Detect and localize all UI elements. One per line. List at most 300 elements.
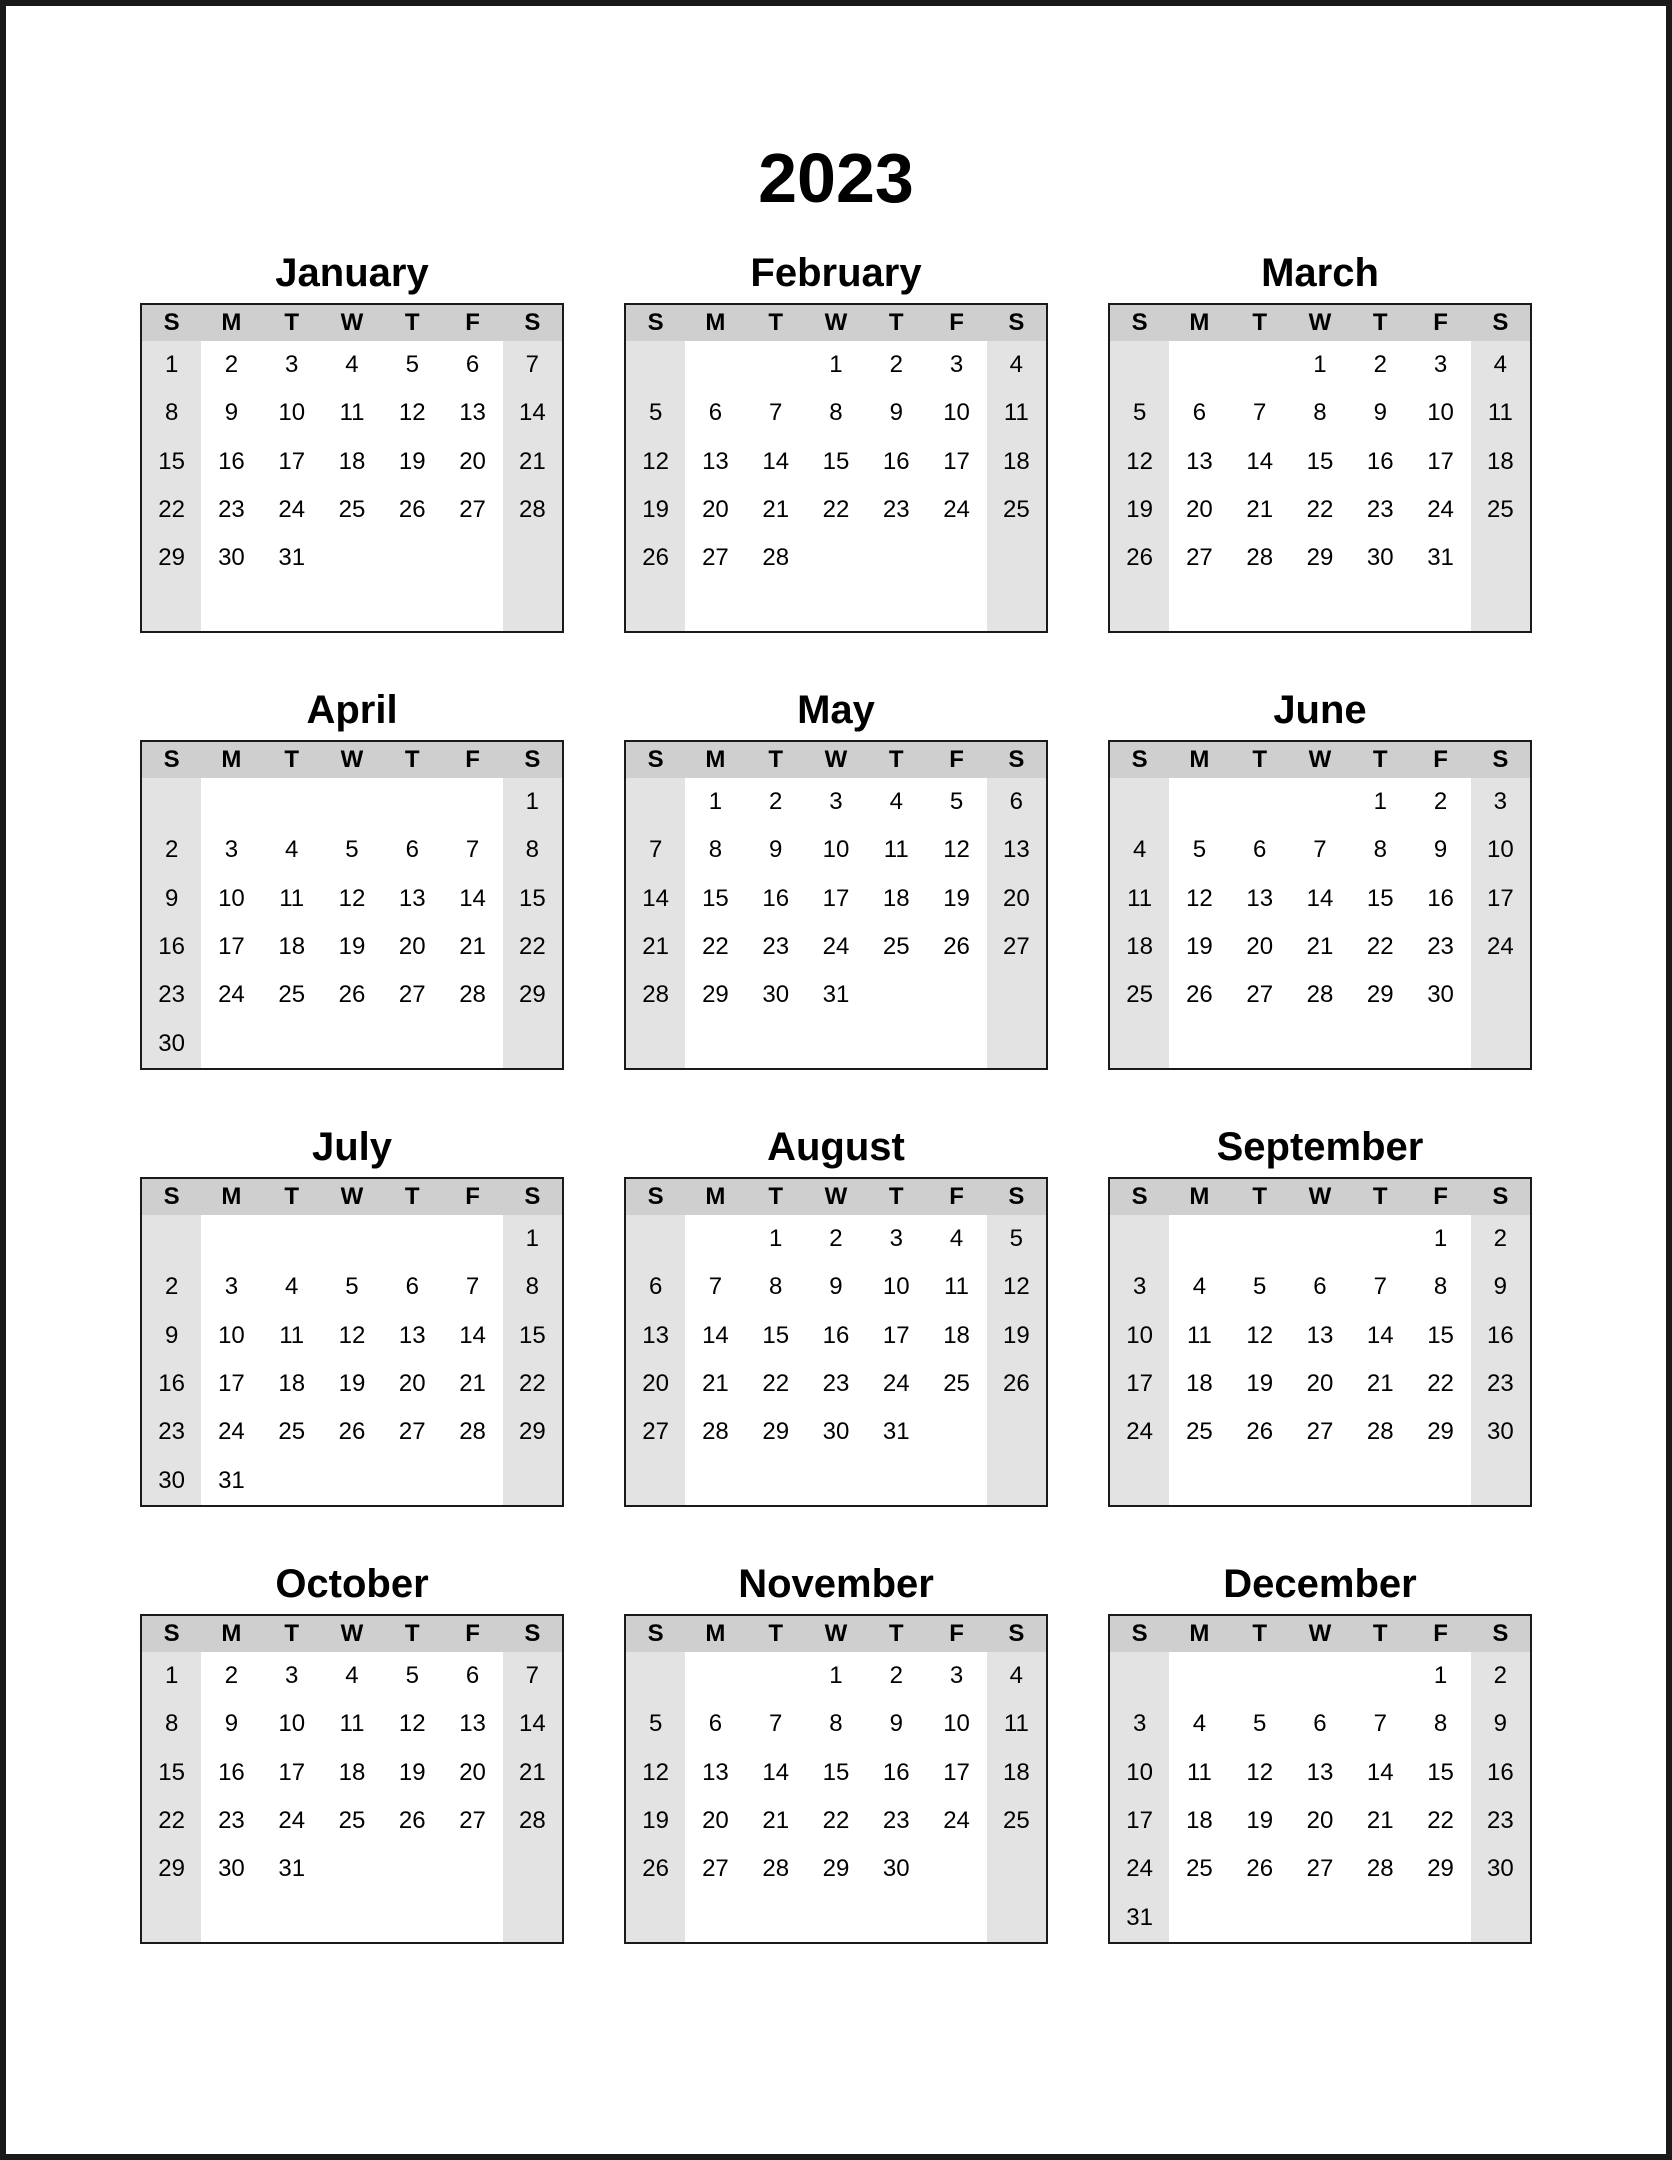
day-cell [866,583,926,632]
day-cell: 18 [338,1758,366,1786]
day-cell: 22 [141,1797,201,1845]
day-cell: 20 [1306,1807,1334,1835]
day-cell: 24 [943,496,970,524]
day-cell: 11 [339,399,365,427]
day-cell [442,778,502,826]
day-cell: 8 [708,836,723,864]
day-cell [382,778,442,826]
weekday-header: T [382,1615,442,1652]
day-cell [262,583,322,632]
day-cell: 29 [1427,1418,1454,1446]
weekday-header: S [503,1178,563,1215]
day-cell: 3 [1433,351,1448,379]
day-cell: 28 [1366,1418,1394,1446]
day-cell: 6 [465,351,480,379]
day-cell: 22 [503,1360,563,1408]
weekday-header: M [1169,304,1229,341]
day-cell: 30 [218,544,245,572]
day-cell: 11 [987,389,1047,437]
day-cell: 23 [1427,933,1454,961]
week-row [1109,1749,1531,1797]
day-cell [806,1894,866,1943]
day-cell: 2 [1433,788,1448,816]
day-cell: 13 [625,1312,685,1360]
day-cell [926,1845,986,1893]
day-cell: 14 [1246,447,1274,475]
day-cell: 6 [1313,1273,1327,1301]
day-cell: 14 [762,447,790,475]
day-cell: 15 [1427,1758,1454,1786]
weekday-header: F [1410,741,1470,778]
weekday-header: W [1290,1178,1350,1215]
day-cell: 31 [278,1855,306,1883]
day-cell: 8 [503,1263,563,1311]
week-row [141,486,563,534]
day-cell: 9 [224,399,239,427]
day-cell: 10 [943,1710,970,1738]
day-cell: 9 [141,1312,201,1360]
day-cell: 25 [1186,1855,1213,1883]
day-cell: 24 [1471,923,1531,971]
week-row [141,1312,563,1360]
weekday-header: T [866,1615,926,1652]
day-cell: 29 [141,534,201,582]
week-row [141,438,563,486]
week-row [1109,1408,1531,1456]
day-cell [685,583,745,632]
day-cell: 26 [625,534,685,582]
day-cell: 19 [625,486,685,534]
day-cell: 3 [949,1662,964,1690]
day-cell: 17 [278,447,306,475]
day-cell: 11 [883,836,909,864]
month-grid [1108,1177,1532,1507]
day-cell: 4 [889,788,903,816]
day-cell: 10 [218,1321,245,1349]
weekday-header-row [1109,304,1531,341]
day-cell: 13 [702,1758,729,1786]
day-cell [926,583,986,632]
day-cell [322,1457,382,1506]
day-cell [1230,1652,1290,1700]
day-cell: 23 [1471,1797,1531,1845]
day-cell: 20 [702,1807,729,1835]
week-row [1109,1020,1531,1069]
day-cell [987,1408,1047,1456]
day-cell: 10 [218,884,245,912]
day-cell: 21 [1366,1370,1394,1398]
day-cell: 21 [459,933,486,961]
day-cell [201,1215,261,1263]
day-cell: 3 [1109,1263,1169,1311]
day-cell: 29 [762,1418,790,1446]
day-cell: 30 [822,1418,850,1446]
weekday-header: W [322,304,382,341]
month-title: April [306,688,398,732]
day-cell: 19 [398,447,426,475]
day-cell: 4 [1471,341,1531,389]
weekday-header: M [201,1178,261,1215]
day-cell: 25 [1471,486,1531,534]
day-cell: 4 [987,341,1047,389]
day-cell: 24 [822,933,850,961]
day-cell: 23 [822,1370,850,1398]
day-cell: 4 [1192,1273,1207,1301]
day-cell [1230,583,1290,632]
day-cell: 9 [1471,1700,1531,1748]
weekday-header: T [746,1178,806,1215]
weekday-header: S [987,1178,1047,1215]
day-cell [1350,583,1410,632]
day-cell [322,534,382,582]
weekday-header-row [1109,1178,1531,1215]
day-cell: 24 [278,1807,306,1835]
day-cell [442,1845,502,1893]
day-cell: 18 [987,438,1047,486]
week-row [625,583,1047,632]
weekday-header: M [201,304,261,341]
day-cell: 29 [1427,1855,1454,1883]
weekday-header: M [201,1615,261,1652]
day-cell: 30 [141,1020,201,1069]
day-cell: 20 [459,447,486,475]
day-cell: 9 [1471,1263,1531,1311]
day-cell: 14 [459,1321,486,1349]
weekday-header: T [262,1615,322,1652]
day-cell: 10 [1109,1749,1169,1797]
day-cell: 25 [1186,1418,1213,1446]
day-cell: 19 [1246,1370,1274,1398]
week-row [1109,1457,1531,1506]
weekday-header: F [926,1615,986,1652]
day-cell: 8 [1433,1273,1448,1301]
weekday-header: S [141,1178,201,1215]
day-cell: 3 [285,1662,299,1690]
weekday-header: T [382,1178,442,1215]
weekday-header-row [1109,1615,1531,1652]
day-cell [1350,1457,1410,1506]
week-row [1109,486,1531,534]
weekday-header: S [1109,1615,1169,1652]
day-cell [1109,341,1169,389]
weekday-header: S [503,1615,563,1652]
day-cell: 18 [278,1370,306,1398]
week-row [625,1457,1047,1506]
month-grid [624,1177,1048,1507]
weekday-header: T [866,304,926,341]
day-cell: 8 [829,399,843,427]
day-cell: 26 [1186,981,1213,1009]
day-cell: 6 [708,399,723,427]
day-cell: 15 [141,438,201,486]
day-cell: 10 [1471,826,1531,874]
day-cell: 19 [987,1312,1047,1360]
day-cell [1109,1457,1169,1506]
day-cell [866,1457,926,1506]
day-cell: 1 [1373,788,1387,816]
day-cell [1471,1457,1531,1506]
day-cell: 19 [625,1797,685,1845]
weekday-header: W [1290,304,1350,341]
day-cell: 22 [1366,933,1394,961]
day-cell: 13 [1186,447,1213,475]
day-cell [685,341,745,389]
day-cell: 11 [339,1710,365,1738]
day-cell: 8 [141,389,201,437]
weekday-header: S [1109,741,1169,778]
day-cell [1230,1215,1290,1263]
day-cell [1471,534,1531,582]
day-cell: 21 [1306,933,1334,961]
day-cell [1169,1457,1229,1506]
day-cell: 1 [829,1662,843,1690]
day-cell: 25 [278,981,306,1009]
weekday-header: F [1410,304,1470,341]
day-cell: 14 [702,1321,729,1349]
day-cell: 11 [1471,389,1531,437]
day-cell: 20 [459,1758,486,1786]
day-cell: 21 [503,438,563,486]
week-row [141,1700,563,1748]
day-cell: 13 [1306,1321,1334,1349]
day-cell [141,583,201,632]
week-row [1109,923,1531,971]
day-cell [1230,1020,1290,1069]
day-cell: 7 [503,341,563,389]
day-cell: 8 [141,1700,201,1748]
day-cell: 6 [405,1273,419,1301]
day-cell [685,1652,745,1700]
day-cell: 20 [702,496,729,524]
day-cell: 6 [1253,836,1267,864]
day-cell: 22 [1306,496,1334,524]
day-cell [1290,583,1350,632]
day-cell: 2 [1471,1215,1531,1263]
day-cell: 20 [625,1360,685,1408]
day-cell [987,1894,1047,1943]
day-cell [1290,1457,1350,1506]
day-cell: 29 [1306,544,1334,572]
day-cell: 6 [465,1662,480,1690]
day-cell: 7 [503,1652,563,1700]
day-cell [746,341,806,389]
day-cell: 23 [882,1807,910,1835]
day-cell: 4 [345,1662,359,1690]
day-cell: 31 [1109,1894,1169,1943]
day-cell: 11 [1186,1758,1212,1786]
day-cell: 15 [1306,447,1334,475]
day-cell [442,1894,502,1943]
day-cell: 26 [1246,1855,1274,1883]
day-cell: 10 [278,399,306,427]
day-cell: 25 [338,1807,366,1835]
day-cell [685,1457,745,1506]
weekday-header: T [382,741,442,778]
weekday-header: T [1230,1615,1290,1652]
day-cell: 11 [1109,875,1169,923]
day-cell: 18 [882,884,910,912]
day-cell [987,1845,1047,1893]
day-cell: 24 [278,496,306,524]
week-row [141,1020,563,1069]
day-cell: 5 [405,1662,419,1690]
weekday-header: S [1471,304,1531,341]
day-cell: 12 [1186,884,1213,912]
day-cell [866,971,926,1019]
day-cell: 15 [822,447,850,475]
month-title: July [311,1125,393,1169]
day-cell: 6 [405,836,419,864]
day-cell [625,1894,685,1943]
weekday-header: M [1169,1615,1229,1652]
day-cell: 25 [987,486,1047,534]
day-cell: 6 [987,778,1047,826]
weekday-header: M [201,741,261,778]
week-row [625,1215,1047,1263]
day-cell [141,1894,201,1943]
day-cell: 4 [949,1225,964,1253]
week-row [141,1797,563,1845]
day-cell: 9 [889,1710,903,1738]
month-title: May [797,688,875,732]
weekday-header: T [1230,304,1290,341]
week-row [1109,1700,1531,1748]
day-cell: 3 [224,1273,239,1301]
day-cell: 30 [762,981,790,1009]
weekday-header: F [1410,1178,1470,1215]
day-cell: 3 [949,351,964,379]
day-cell: 22 [141,486,201,534]
day-cell [1350,1215,1410,1263]
day-cell: 19 [338,933,366,961]
day-cell: 6 [1313,1710,1327,1738]
day-cell: 7 [1313,836,1327,864]
month-grid [140,1614,564,1944]
day-cell: 1 [141,341,201,389]
day-cell [262,1020,322,1069]
day-cell: 4 [285,1273,299,1301]
weekday-header: T [1230,1178,1290,1215]
month-grid [1108,740,1532,1070]
week-row [1109,1215,1531,1263]
day-cell: 11 [944,1273,969,1301]
day-cell [625,778,685,826]
day-cell: 5 [405,351,419,379]
weekday-header: F [442,1615,502,1652]
day-cell: 28 [459,981,486,1009]
day-cell: 30 [1471,1845,1531,1893]
day-cell: 24 [882,1370,910,1398]
day-cell [866,534,926,582]
weekday-header: M [685,1615,745,1652]
day-cell: 2 [224,351,239,379]
weekday-header-row [625,1178,1047,1215]
day-cell: 15 [762,1321,790,1349]
day-cell [1471,1020,1531,1069]
day-cell: 15 [702,884,729,912]
week-row [1109,1652,1531,1700]
day-cell: 6 [1192,399,1207,427]
month-title: August [767,1125,905,1169]
day-cell: 19 [943,884,970,912]
day-cell: 10 [1109,1312,1169,1360]
day-cell [503,1457,563,1506]
week-row [141,1845,563,1893]
day-cell: 18 [987,1749,1047,1797]
week-row [625,1845,1047,1893]
week-row [141,341,563,389]
week-row [141,971,563,1019]
day-cell: 23 [1471,1360,1531,1408]
day-cell: 18 [1186,1807,1213,1835]
day-cell: 1 [708,788,723,816]
day-cell [926,1020,986,1069]
weekday-header-row [141,304,563,341]
weekday-header: F [926,741,986,778]
day-cell: 7 [1373,1710,1387,1738]
month-title: March [1261,251,1379,295]
day-cell: 17 [1109,1360,1169,1408]
month-grid [140,1177,564,1507]
week-row [141,826,563,874]
day-cell: 20 [398,1370,426,1398]
week-row [1109,583,1531,632]
weekday-header: S [1471,1178,1531,1215]
day-cell: 12 [398,1710,426,1738]
day-cell: 26 [338,1418,366,1446]
weekday-header: T [1350,1178,1410,1215]
week-row [141,923,563,971]
day-cell: 12 [987,1263,1047,1311]
day-cell: 18 [278,933,306,961]
day-cell: 29 [702,981,729,1009]
day-cell [1109,1652,1169,1700]
month-title: October [275,1562,429,1606]
day-cell [262,1457,322,1506]
day-cell: 24 [218,981,245,1009]
day-cell [1169,583,1229,632]
week-row [625,1797,1047,1845]
day-cell: 25 [882,933,910,961]
day-cell [746,1020,806,1069]
week-row [1109,389,1531,437]
day-cell: 18 [338,447,366,475]
day-cell: 10 [882,1273,910,1301]
month-title: January [275,251,429,295]
day-cell: 5 [1253,1273,1267,1301]
day-cell: 21 [1246,496,1274,524]
day-cell: 2 [141,1263,201,1311]
day-cell [322,1020,382,1069]
day-cell: 27 [702,1855,729,1883]
day-cell: 10 [943,399,970,427]
day-cell: 25 [987,1797,1047,1845]
day-cell: 14 [1306,884,1334,912]
day-cell: 7 [1373,1273,1387,1301]
day-cell [382,583,442,632]
weekday-header: W [322,1178,382,1215]
day-cell [806,1457,866,1506]
day-cell: 22 [702,933,729,961]
weekday-header: W [322,741,382,778]
day-cell [503,1894,563,1943]
day-cell: 2 [889,1662,903,1690]
day-cell: 21 [503,1749,563,1797]
week-row [625,438,1047,486]
day-cell: 20 [398,933,426,961]
day-cell: 5 [1253,1710,1267,1738]
day-cell [685,1020,745,1069]
